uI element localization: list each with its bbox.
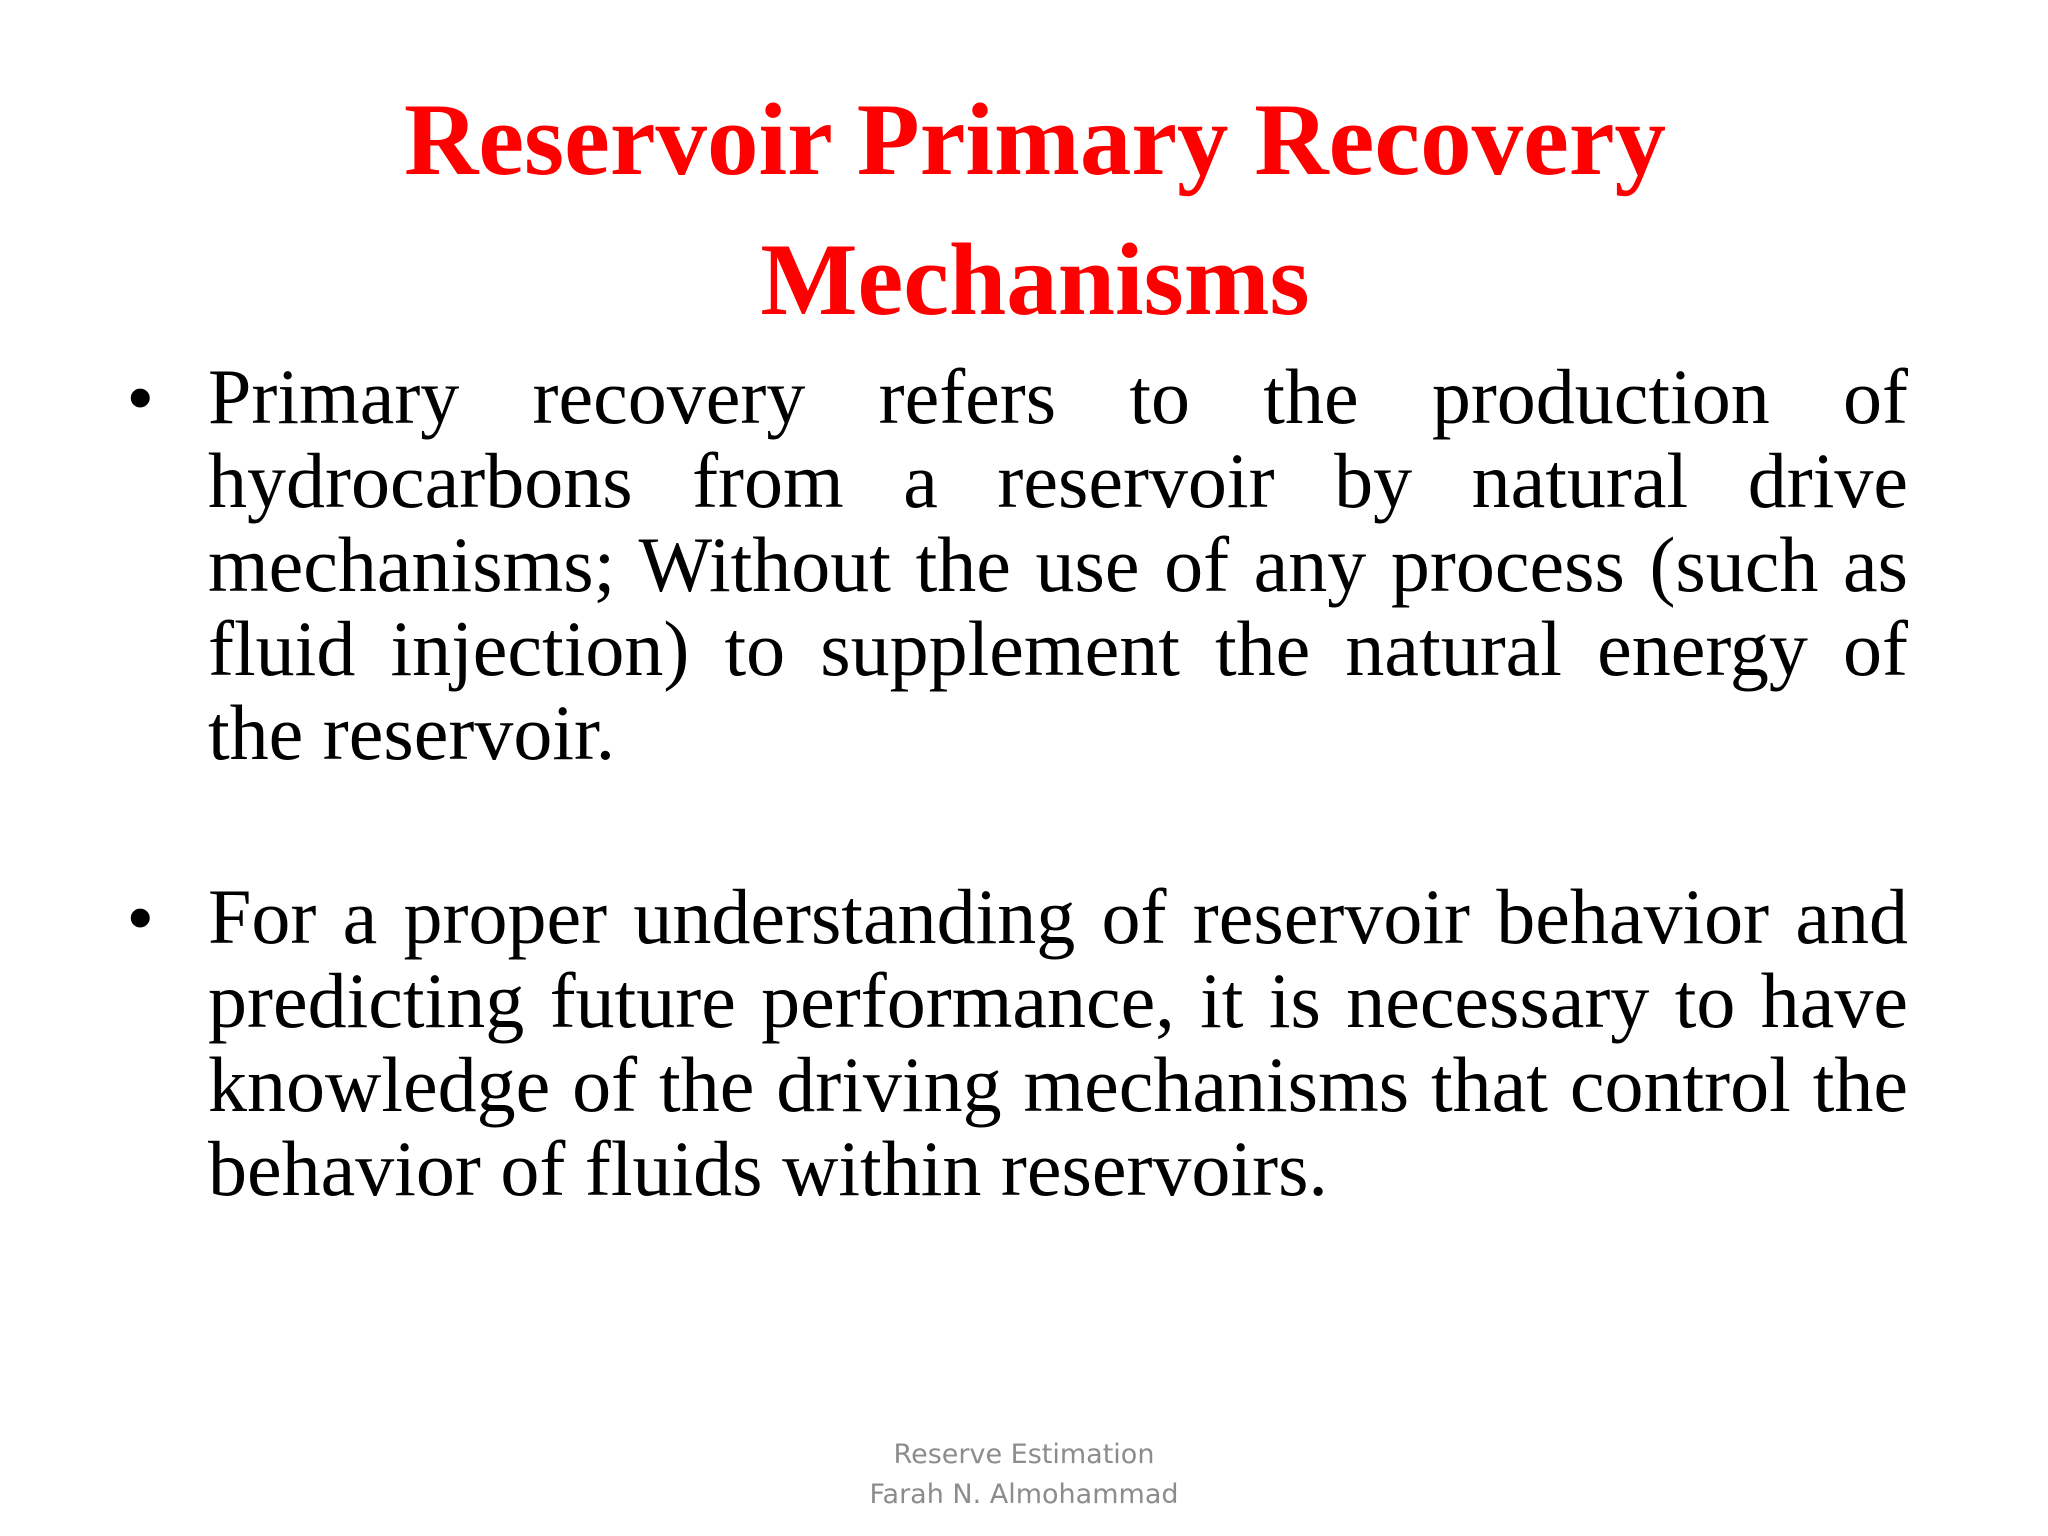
bullet-marker-icon: • <box>128 878 153 956</box>
bullet-text: For a proper understanding of reservoir behavior and predicting future performance, it is necessary to have knowledge of the driving mechanisms that control the behavior of fluids within reservoirs. <box>208 873 1908 1212</box>
bullet-item-reservoir-behavior <box>128 875 1908 1211</box>
slide-title-line-1: Reservoir Primary Recovery <box>403 83 1667 197</box>
bullet-text: Primary recovery refers to the production of hydrocarbons from a reservoir by natural drive mechanisms; Without the use of any process (such as fluid injection) to supplement the natural energy of the reservoir. <box>208 353 1908 776</box>
footer-course-name: Reserve Estimation <box>893 1439 1155 1470</box>
slide-footer <box>0 1435 2048 1515</box>
bullet-list <box>128 355 1908 1211</box>
footer-author-name: Farah N. Almohammad <box>869 1479 1179 1510</box>
slide-title-line-2: Mechanisms <box>760 223 1310 337</box>
bullet-marker-icon: • <box>128 358 153 436</box>
bullet-item-primary-recovery <box>128 355 1908 775</box>
slide-title <box>110 70 1960 350</box>
